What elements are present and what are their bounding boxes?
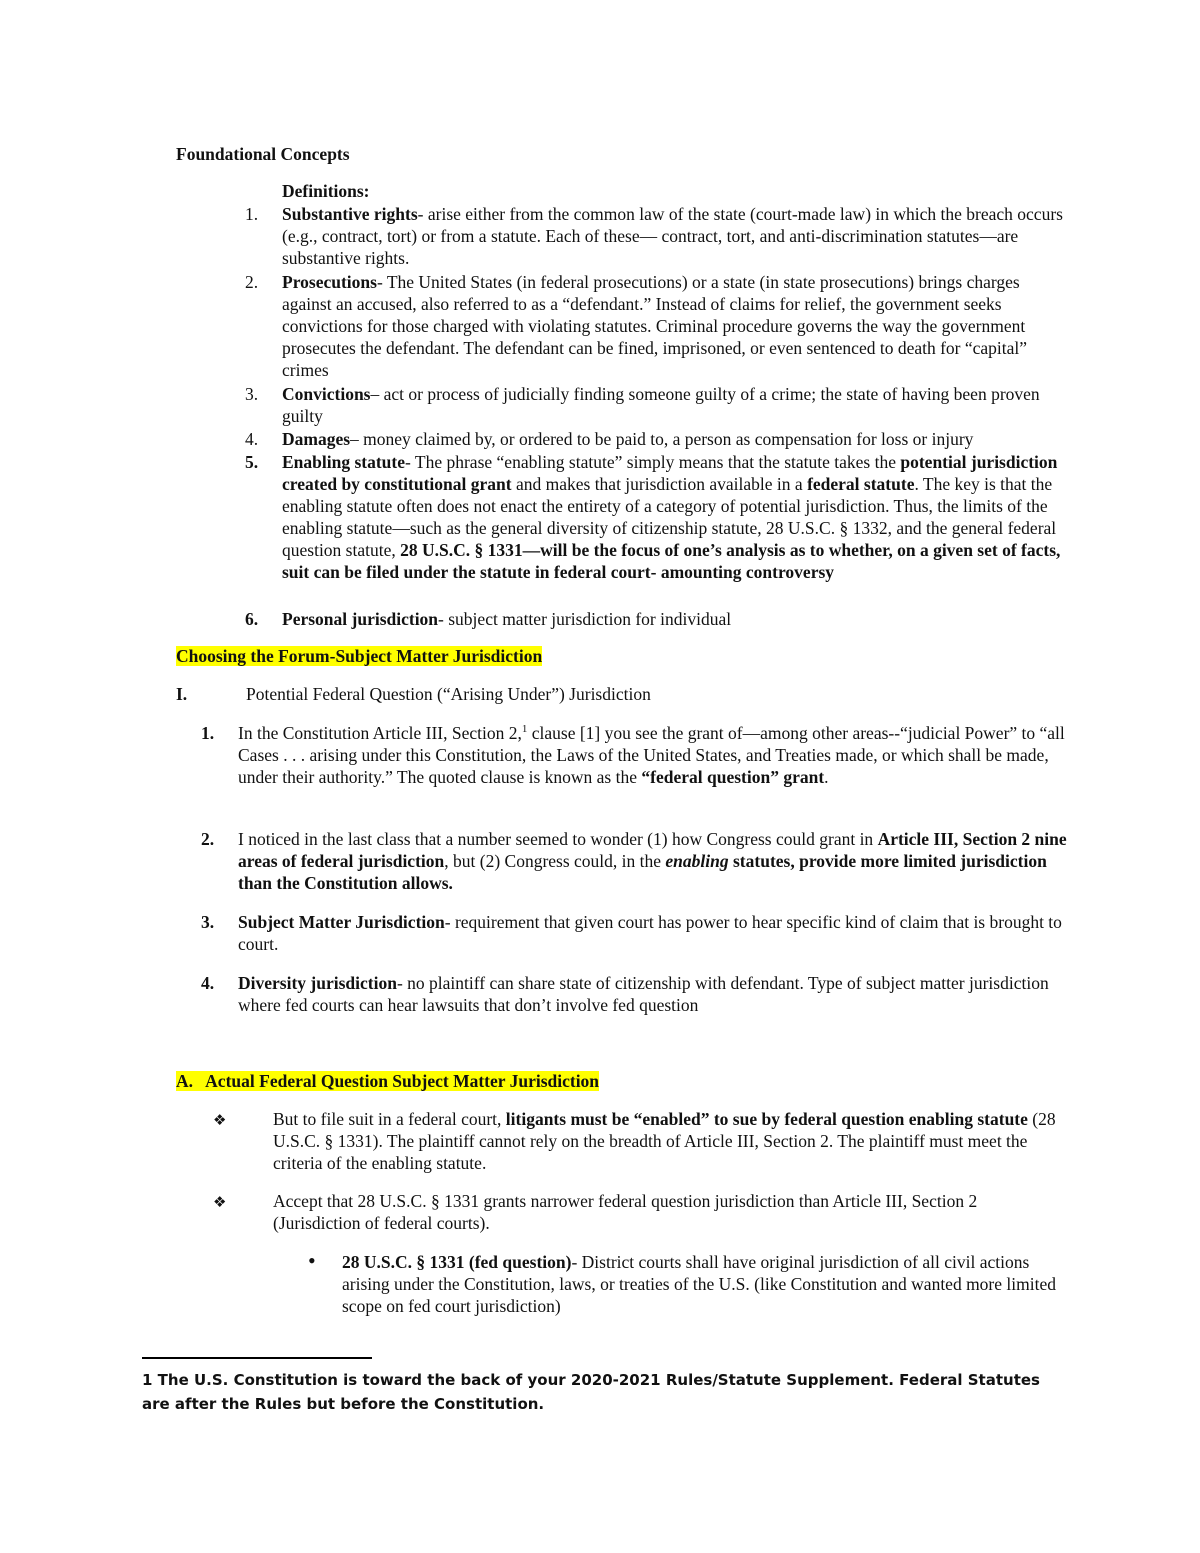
item-text: - requirement that given court has power to hear specific kind of claim that is brought to court. bbox=[238, 912, 1062, 954]
footnote: 1 The U.S. Constitution is toward the back of your 2020-2021 Rules/Statute Supplement. Federal Statutes are after the Rules but before the Constitution. bbox=[142, 1371, 1040, 1413]
sub-bullet-item bbox=[342, 1251, 1062, 1317]
def-text: - The phrase “enabling statute” simply means that the statute takes the bbox=[405, 452, 901, 472]
round-bullet-icon: • bbox=[308, 1248, 316, 1273]
item-text: - no plaintiff can share state of citizenship with defendant. Type of subject matter jurisdiction where fed courts can hear lawsuits that don’t involve fed question bbox=[238, 973, 1049, 1015]
def-number: 6. bbox=[245, 609, 259, 629]
def-bold-text: federal statute bbox=[807, 474, 915, 494]
footnote-separator bbox=[142, 1357, 372, 1359]
def-term: Personal jurisdiction bbox=[282, 609, 439, 629]
page-title: Foundational Concepts bbox=[176, 144, 350, 164]
definitions-heading: Definitions: bbox=[282, 181, 370, 201]
footnote-ref: 1 bbox=[521, 723, 528, 736]
highlighted-heading: Choosing the Forum-Subject Matter Jurisdiction bbox=[176, 646, 543, 666]
roman-heading-text: Potential Federal Question (“Arising Under”) Jurisdiction bbox=[246, 684, 651, 704]
item-bold-text: “federal question” grant bbox=[641, 767, 825, 787]
definition-item bbox=[282, 271, 1072, 381]
definition-item bbox=[282, 383, 1072, 427]
def-number: 2. bbox=[245, 272, 259, 292]
item-number: 4. bbox=[201, 973, 215, 993]
bullet-item: Accept that 28 U.S.C. § 1331 grants narrower federal question jurisdiction than Article III, Section 2 (Jurisdiction of federal courts). bbox=[273, 1191, 978, 1233]
diamond-bullet-icon: ❖ bbox=[213, 1193, 227, 1211]
def-term: Enabling statute bbox=[282, 452, 406, 472]
highlighted-heading: A. Actual Federal Question Subject Matter Jurisdiction bbox=[176, 1071, 600, 1091]
list-item bbox=[238, 911, 1068, 955]
bullet-text: But to file suit in a federal court, bbox=[273, 1109, 506, 1129]
sub-bullet-text: - District courts shall have original jurisdiction of all civil actions arising under the Constitution, laws, or treaties of the U.S. (like Constitution and wanted more limited scope on fed court jurisdiction) bbox=[342, 1252, 1056, 1316]
subsection-heading bbox=[176, 1070, 599, 1092]
definition-item bbox=[282, 608, 1072, 630]
definition-item bbox=[282, 428, 1072, 450]
definition-item bbox=[282, 203, 1072, 269]
def-bold-text: potential jurisdiction created by constitutional grant bbox=[282, 452, 1058, 494]
item-text: clause [1] you see the grant of—among other areas--“judicial Power” to “all Cases . . . arising under this Constitution, the Laws of the United States, and Treaties made, or which shall be made, under their authority.” The quoted clause is known as the bbox=[238, 723, 1065, 787]
item-bold-text: Article III, Section 2 nine areas of federal jurisdiction bbox=[238, 829, 1067, 871]
def-text: – money claimed by, or ordered to be paid to, a person as compensation for loss or injury bbox=[350, 429, 974, 449]
def-term: Substantive rights bbox=[282, 204, 418, 224]
def-text: – act or process of judicially finding someone guilty of a crime; the state of having been proven guilty bbox=[282, 384, 1040, 426]
bullet-item bbox=[273, 1108, 1063, 1174]
item-bold-italic-text: enabling bbox=[665, 851, 729, 871]
item-term: Subject Matter Jurisdiction bbox=[238, 912, 445, 932]
bullet-text: (28 U.S.C. § 1331). The plaintiff cannot rely on the breadth of Article III, Section 2. The plaintiff must meet the criteria of the enabling statute. bbox=[273, 1109, 1056, 1173]
def-text: and makes that jurisdiction available in a bbox=[511, 474, 808, 494]
def-text: - arise either from the common law of the state (court-made law) in which the breach occurs (e.g., contract, tort) or from a statute. Each of these— contract, tort, and anti-discrimination statutes—are substantive rights. bbox=[282, 204, 1063, 268]
item-text: I noticed in the last class that a number seemed to wonder (1) how Congress could grant in bbox=[238, 829, 878, 849]
roman-numeral: I. bbox=[176, 684, 188, 704]
section-heading bbox=[176, 645, 542, 667]
def-text: - subject matter jurisdiction for individual bbox=[438, 609, 732, 629]
item-bold-text: statutes, provide more limited jurisdiction than the Constitution allows. bbox=[238, 851, 1047, 893]
def-term: Damages bbox=[282, 429, 351, 449]
def-number: 4. bbox=[245, 429, 259, 449]
def-text: . The key is that the enabling statute often does not enact the entirety of a category of potential jurisdiction. Thus, the limits of the enabling statute—such as the general diversity of citizenship statute, 28 U.S.C. § 1332, and the general federal question statute, bbox=[282, 474, 1057, 560]
item-number: 2. bbox=[201, 829, 215, 849]
item-term: Diversity jurisdiction bbox=[238, 973, 397, 993]
item-text: , but (2) Congress could, in the bbox=[444, 851, 666, 871]
def-term: Convictions bbox=[282, 384, 371, 404]
item-text: In the Constitution Article III, Section 2, bbox=[238, 723, 522, 743]
definition-item bbox=[282, 451, 1072, 583]
sub-bullet-term: 28 U.S.C. § 1331 (fed question) bbox=[342, 1252, 572, 1272]
list-item bbox=[238, 722, 1068, 788]
def-text: - The United States (in federal prosecutions) or a state (in state prosecutions) brings charges against an accused, also referred to as a “defendant.” Instead of claims for relief, the government seeks convictions for those charged with violating statutes. Criminal procedure governs the way the government prosecutes the defendant. The defendant can be fined, imprisoned, or even sentenced to death for “capital” crimes bbox=[282, 272, 1028, 380]
item-text: . bbox=[824, 767, 829, 787]
diamond-bullet-icon: ❖ bbox=[213, 1111, 227, 1129]
bullet-bold-text: litigants must be “enabled” to sue by federal question enabling statute bbox=[505, 1109, 1028, 1129]
def-term: Prosecutions bbox=[282, 272, 377, 292]
list-item bbox=[238, 972, 1068, 1016]
def-number: 1. bbox=[245, 204, 259, 224]
item-number: 3. bbox=[201, 912, 215, 932]
item-number: 1. bbox=[201, 723, 215, 743]
def-number: 3. bbox=[245, 384, 259, 404]
def-number: 5. bbox=[245, 452, 259, 472]
list-item bbox=[238, 828, 1068, 894]
def-bold-text: 28 U.S.C. § 1331—will be the focus of one’s analysis as to whether, on a given set of facts, suit can be filed under the statute in federal court- amounting controversy bbox=[282, 540, 1061, 582]
